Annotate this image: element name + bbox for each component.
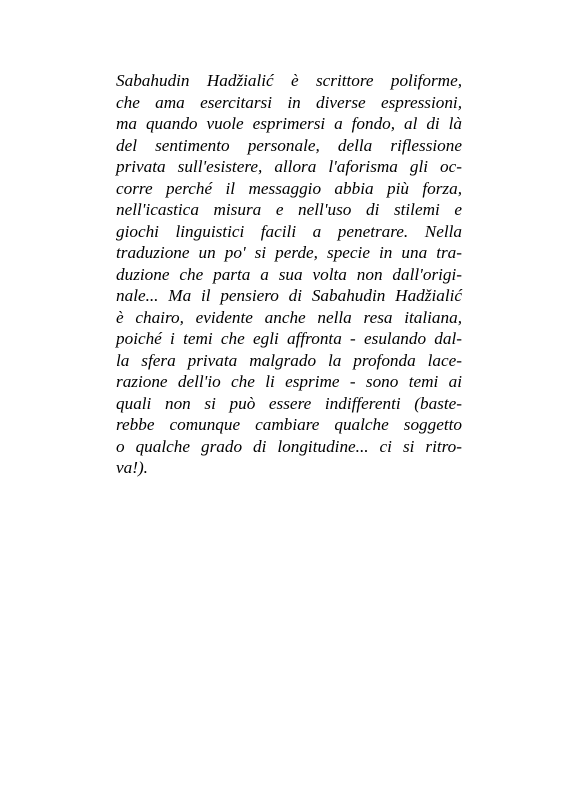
text-line: quali non si può essere indifferenti (baste- (116, 393, 462, 413)
text-line: giochi linguistici facili a penetrare. Nella (116, 221, 462, 241)
text-line: che ama esercitarsi in diverse espressioni, (116, 92, 462, 112)
text-line: ma quando vuole esprimersi a fondo, al di là (116, 114, 462, 133)
text-line: del sentimento personale, della riflessione (116, 135, 462, 155)
text-line: la sfera privata malgrado la profonda lace- (116, 350, 462, 370)
text-line: nale... Ma il pensiero di Sabahudin Hadžialić (116, 286, 462, 305)
text-line: razione dell'io che li esprime - sono temi ai (116, 372, 462, 391)
text-line: rebbe comunque cambiare qualche soggetto (116, 415, 462, 434)
text-line: duzione che parta a sua volta non dall'origi- (116, 264, 462, 284)
text-line: corre perché il messaggio abbia più forza, (116, 178, 462, 198)
text-line: Sabahudin Hadžialić è scrittore poliforme, (116, 71, 462, 90)
text-line: nell'icastica misura e nell'uso di stilemi e (116, 200, 462, 219)
text-line: poiché i temi che egli affronta - esulando dal- (116, 329, 462, 348)
text-line: privata sull'esistere, allora l'aforisma gli oc- (116, 157, 462, 176)
text-line: è chairo, evidente anche nella resa italiana, (116, 307, 462, 327)
text-line: o qualche grado di longitudine... ci si ritro- (116, 436, 462, 456)
text-line: traduzione un po' si perde, specie in una tra- (116, 243, 462, 262)
body-paragraph (116, 70, 462, 479)
text-line: va!). (116, 458, 148, 477)
